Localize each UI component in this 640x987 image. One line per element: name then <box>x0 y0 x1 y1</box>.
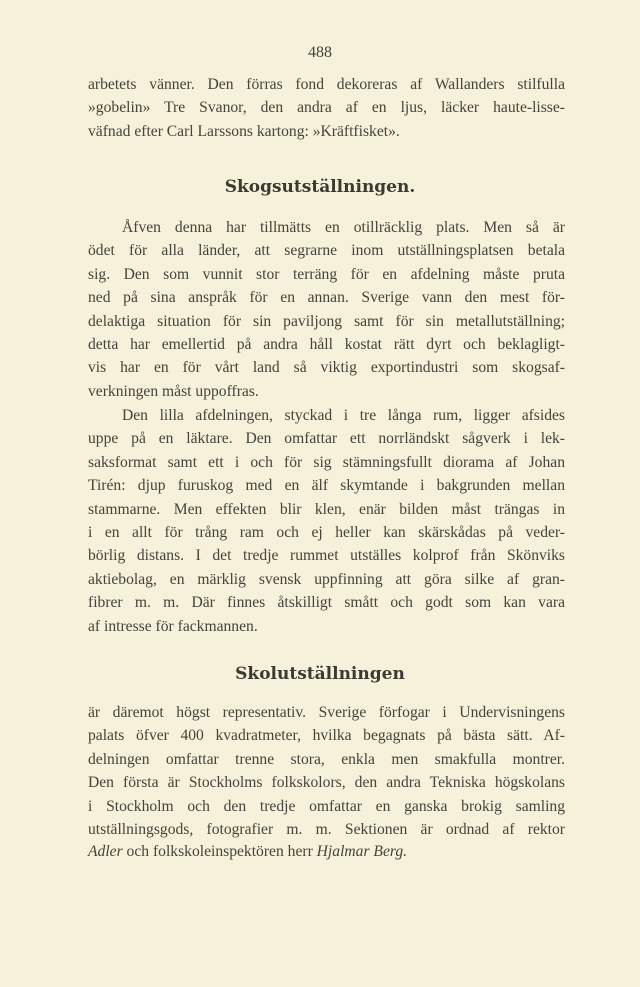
text-line: Adler och folkskoleinspektören herr Hjalmar Berg. <box>88 843 408 860</box>
section-heading-skogsutstallningen: Skogsutställningen. <box>224 177 416 197</box>
text-line: Den första är Stockholms folkskolors, den andra Tekniska högskolans <box>88 774 565 792</box>
text-line: Åfven denna har tillmätts en otillräcklig plats. Men så är <box>122 219 565 236</box>
text-line: delaktiga situation för sin paviljong samt för sin metallutställning; <box>88 312 565 330</box>
text-line: Den lilla afdelningen, styckad i tre långa rum, ligger afsides <box>122 407 565 424</box>
section-heading-skolutstallningen: Skolutställningen <box>235 664 405 684</box>
text-line: delningen omfattar trenne stora, enkla men smakfulla montrer. <box>88 750 565 768</box>
text-line: verkningen måst uppoffras. <box>88 382 259 400</box>
text-line: i en allt för trång ram och ej heller kan skärskådas på veder- <box>88 524 565 541</box>
text-line: vis har en för vårt land så viktig exportindustri som skogsaf- <box>88 359 565 377</box>
text-line: af intresse för fackmannen. <box>88 617 258 635</box>
text-line: sig. Den som vunnit stor terräng för en afdelning måste pruta <box>88 265 565 283</box>
text-line: börlig distans. I det tredje rummet utställes kolprof från Skönviks <box>88 547 565 565</box>
text-line: väfnad efter Carl Larssons kartong: »Kräftfisket». <box>88 122 400 140</box>
text-line: utställningsgods, fotografier m. m. Sektionen är ordnad af rektor <box>88 821 565 838</box>
text-line: saksformat samt ett i och för sig stämningsfullt diorama af Johan <box>88 453 565 471</box>
text-line: palats öfver 400 kvadratmeter, hvilka begagnats på bästa sätt. Af- <box>88 727 565 745</box>
text-line: är däremot högst representativ. Sverige förfogar i Undervisningens <box>88 704 565 721</box>
text-line: fibrer m. m. Där finnes åtskilligt smått och godt som kan vara <box>88 594 565 612</box>
text-line: i Stockholm och den tredje omfattar en ganska brokig samling <box>88 797 565 815</box>
text-line: stammarne. Men effekten blir klen, enär bilden måst trängas in <box>88 500 565 518</box>
text-line: »gobelin» Tre Svanor, den andra af en ljus, läcker haute-lisse- <box>88 99 565 117</box>
page-number: 488 <box>308 44 332 61</box>
text-line: detta har emellertid på andra håll kostat rätt dyrt och beklagligt- <box>88 336 565 353</box>
text-line: aktiebolag, en märklig svensk uppfinning att göra silke af gran- <box>88 570 565 588</box>
text-line: uppe på en läktare. Den omfattar ett norrländskt sågverk i lek- <box>88 430 565 448</box>
name-adler: Adler <box>88 843 123 860</box>
text-line: ned på sina anspråk för en annan. Sverige vann den mest för- <box>88 289 565 307</box>
text-line: ödet för alla länder, att segrarne inom utställningsplatsen betala <box>88 242 565 260</box>
name-hjalmar-berg: Hjalmar Berg. <box>316 843 408 860</box>
text-line: Tirén: djup furuskog med en älf skymtande i bakgrunden mellan <box>88 477 565 495</box>
text-line: arbetets vänner. Den förras fond dekoreras af Wallanders stilfulla <box>88 76 565 93</box>
